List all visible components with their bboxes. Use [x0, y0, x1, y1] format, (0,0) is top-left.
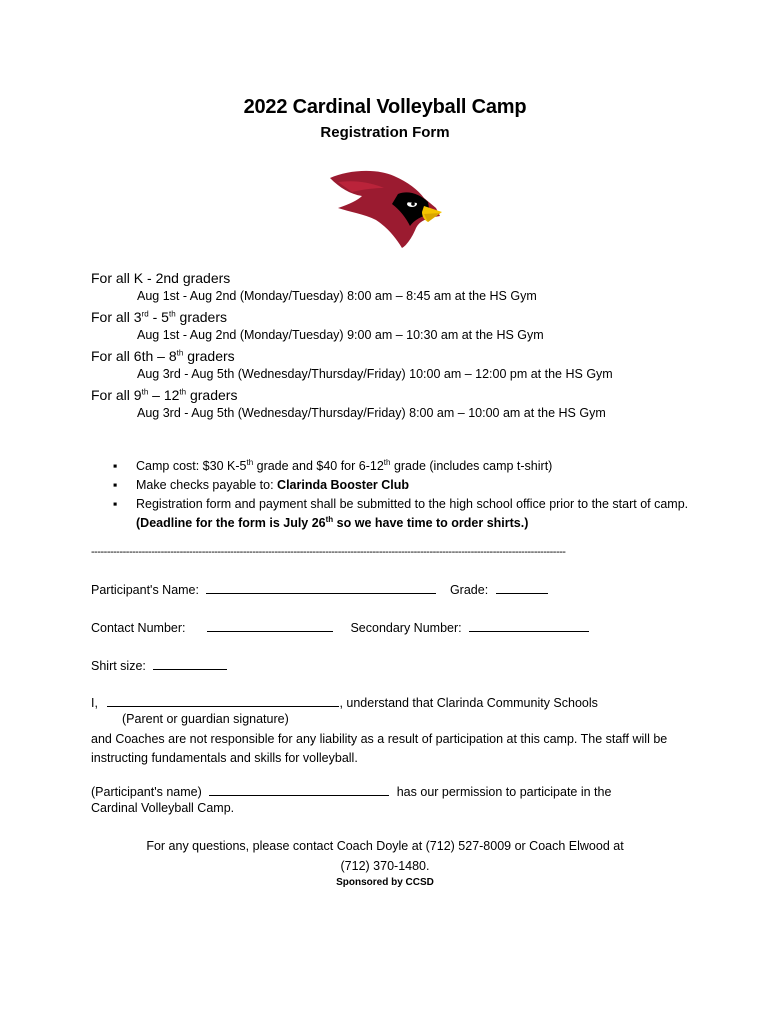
schedule-group-9-12	[91, 387, 606, 420]
schedule-group-k2	[91, 270, 537, 303]
group-schedule: Aug 3rd - Aug 5th (Wednesday/Thursday/Friday) 8:00 am – 10:00 am at the HS Gym	[137, 406, 606, 420]
liability-paragraph: and Coaches are not responsible for any liability as a result of participation at this camp. The staff will be instructing fundamentals and skills for volleyball.	[91, 732, 668, 765]
group-heading: For all 9th – 12th graders	[91, 387, 238, 403]
bullet-marker: ▪	[113, 478, 118, 492]
group-heading: For all K - 2nd graders	[91, 270, 231, 286]
secondary-number-label: Secondary Number:	[350, 621, 462, 635]
guardian-row	[91, 693, 598, 710]
bullet-camp-cost: ▪ Camp cost: $30 K-5th grade and $40 for 6-12th grade (includes camp t-shirt)	[91, 457, 691, 476]
grade-label: Grade:	[449, 583, 489, 597]
i-label: I,	[91, 696, 98, 710]
page-title: 2022 Cardinal Volleyball Camp	[243, 96, 527, 118]
cardinal-bird-logo-icon	[328, 168, 444, 250]
participant-name-permission-field[interactable]	[209, 782, 389, 796]
group-heading: For all 6th – 8th graders	[91, 348, 235, 364]
guardian-signature-field[interactable]	[107, 693, 339, 707]
group-heading: For all 3rd - 5th graders	[91, 309, 227, 325]
understand-text: , understand that Clarinda Community Schools	[339, 696, 598, 710]
questions-line-1: For any questions, please contact Coach Doyle at (712) 527-8009 or Coach Elwood at	[146, 839, 624, 853]
bullet-checks: ▪ Make checks payable to: Clarinda Booster Club	[91, 476, 691, 495]
group-schedule: Aug 1st - Aug 2nd (Monday/Tuesday) 8:00 am – 8:45 am at the HS Gym	[137, 289, 537, 303]
contact-questions	[0, 836, 770, 876]
contact-number-field[interactable]	[207, 618, 333, 632]
participant-name-label: Participant's Name:	[91, 583, 199, 597]
group-schedule: Aug 1st - Aug 2nd (Monday/Tuesday) 9:00 am – 10:30 am at the HS Gym	[137, 328, 544, 342]
schedule-group-6-8	[91, 348, 613, 381]
shirt-size-label: Shirt size:	[91, 659, 146, 673]
sponsor-text: Sponsored by CCSD	[336, 877, 434, 888]
bullet-marker: ▪	[113, 497, 118, 511]
bullet-marker: ▪	[113, 459, 118, 473]
grade-field[interactable]	[496, 580, 548, 594]
page-subtitle: Registration Form	[320, 124, 450, 141]
secondary-number-field[interactable]	[469, 618, 589, 632]
bullet-registration: ▪ Registration form and payment shall be submitted to the high school office prior to the start of camp. (Deadline for the form is July 26th so we have time to order shirts.)	[113, 497, 689, 530]
questions-line-2: (712) 370-1480.	[340, 859, 430, 873]
contact-row	[91, 618, 589, 635]
info-bullet-list	[91, 457, 691, 533]
shirt-size-field[interactable]	[153, 656, 227, 670]
permission-text-2: Cardinal Volleyball Camp.	[91, 801, 235, 815]
participant-row	[91, 580, 548, 597]
permission-text: has our permission to participate in the	[396, 785, 612, 799]
guardian-caption: (Parent or guardian signature)	[122, 712, 289, 726]
group-schedule: Aug 3rd - Aug 5th (Wednesday/Thursday/Friday) 10:00 am – 12:00 pm at the HS Gym	[137, 367, 613, 381]
contact-number-label: Contact Number:	[91, 621, 186, 635]
permission-row	[91, 782, 611, 799]
shirt-row	[91, 656, 227, 673]
schedule-group-3-5	[91, 309, 544, 342]
participant-name-label-2: (Participant's name)	[91, 785, 202, 799]
cut-line-divider: ------------------------------------------------------------------------------------------------------------------------------------------------------	[91, 546, 566, 558]
participant-name-field[interactable]	[206, 580, 436, 594]
